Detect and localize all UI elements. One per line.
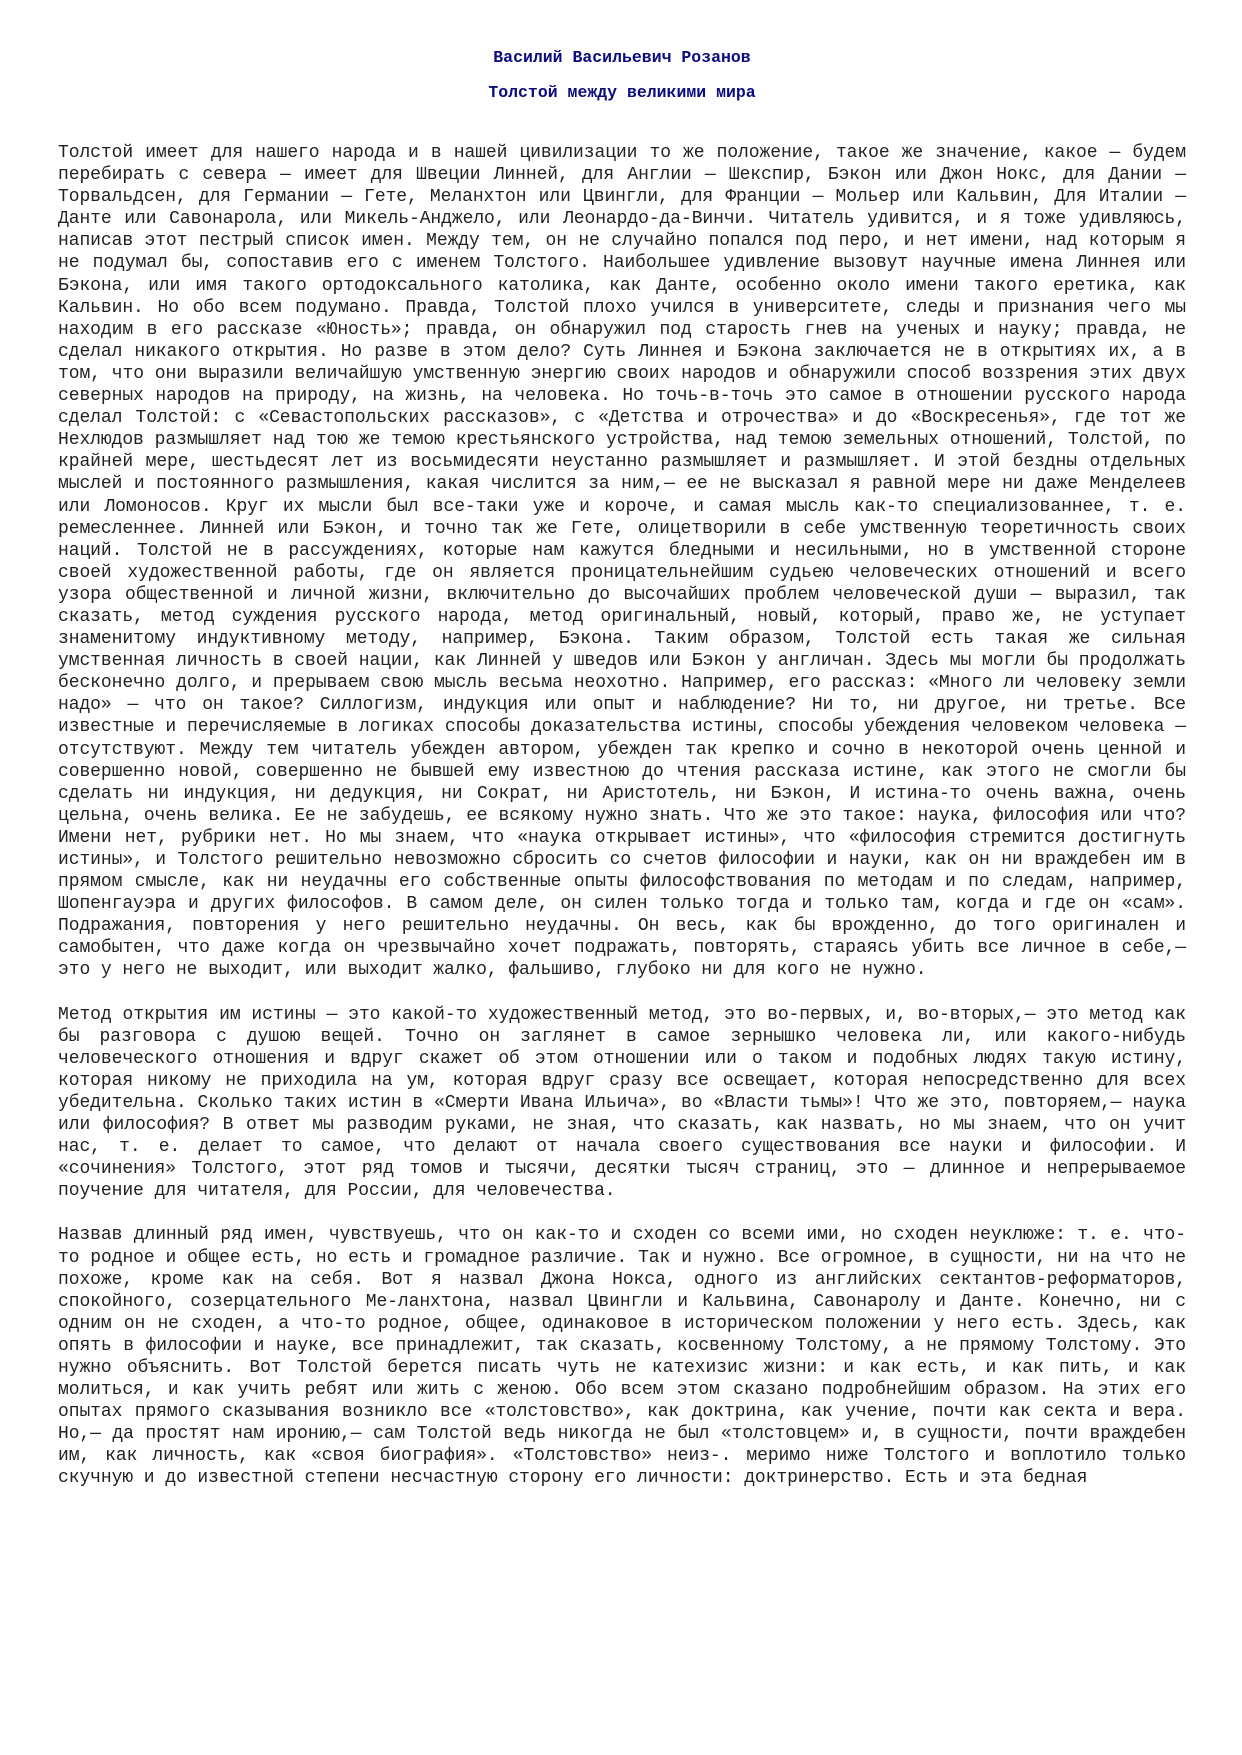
paragraph: Метод открытия им истины — это какой-то художественный метод, это во-первых, и, во-вторых,— это метод как бы разговора с душою вещей. Точно он заглянет в самое зернышко человека ли, или какого-нибудь человеческого отношения и вдруг скажет об этом отношении или о таком и подобных людях такую истину, которая никому не приходила на ум, которая вдруг сразу все освещает, которая непосредственно для всех убедительна. Сколько таких истин в «Смерти Ивана Ильича», во «Власти тьмы»! Что же это, повторяем,— наука или философия? В ответ мы разводим руками, не зная, что сказать, как назвать, но мы знаем, что он учит нас, т. е. делает то самое, что делают от начала своего существования все науки и философии. И «сочинения» Толстого, этот ряд томов и тысячи, десятки тысяч страниц, это — длинное и непрерываемое поучение для читателя, для России, для человечества. [58,1004,1186,1202]
author-heading: Василий Васильевич Розанов [493,48,751,67]
article-title: Толстой между великими мира [488,83,756,102]
document-page [58,40,1186,1512]
paragraph: Назвав длинный ряд имен, чувствуешь, что он как-то и сходен со всеми ими, но сходен неуклюже: т. е. что-то родное и общее есть, но есть и громадное различие. Так и нужно. Все огромное, в сущности, ни на что не похоже, кроме как на себя. Вот я назвал Джона Нокса, одного из английских сектантов-реформаторов, спокойного, созерцательного Ме-ланхтона, назвал Цвингли и Кальвина, Савонаролу и Данте. Конечно, ни с одним он не сходен, а что-то родное, общее, одинаковое в историческом положении у него есть. Здесь, как опять в философии и науке, все принадлежит, так сказать, косвенному Толстому, а не прямому Толстому. Это нужно объяснить. Вот Толстой берется писать чуть не катехизис жизни: и как есть, и как пить, и как молиться, и как учить ребят или жить с женою. Обо всем этом сказано подробнейшим образом. На этих его опытах прямого сказывания возникло все «толстовство», как доктрина, как учение, почти как секта и вера. Но,— да простят нам иронию,— сам Толстой ведь никогда не был «толстовцем» и, в сущности, почти враждебен им, как личность, как «своя биография». «Толстовство» неиз-. меримо ниже Толстого и воплотило только скучную и до известной степени несчастную сторону его личности: доктринерство. Есть и эта бедная [58,1225,1186,1489]
article-body [58,142,1186,1490]
paragraph: Толстой имеет для нашего народа и в нашей цивилизации то же положение, такое же значение, какое — будем перебирать с севера — имеет для Швеции Линней, для Англии — Шекспир, Бэкон или Джон Нокс, для Дании — Торвальдсен, для Германии — Гете, Меланхтон или Цвингли, для Франции — Мольер или Кальвин, Для Италии — Данте или Савонарола, или Микель-Анджело, или Леонардо-да-Винчи. Читатель удивится, и я тоже удивляюсь, написав этот пестрый список имен. Между тем, он не случайно попался под перо, и нет имени, над которым я не подумал бы, сопоставив его с именем Толстого. Наибольшее удивление вызовут научные имена Линнея или Бэкона, или имя такого ортодоксального католика, как Данте, особенно около имени такого еретика, как Кальвин. Но обо всем подумано. Правда, Толстой плохо учился в университете, следы и признания чего мы находим в его рассказе «Юность»; правда, он обнаружил под старость гнев на ученых и науку; правда, не сделал никакого открытия. Но разве в этом дело? Суть Линнея и Бэкона заключается не в открытиях их, а в том, что они выразили величайшую умственную энергию своих народов и обнаружили способ воззрения этих двух северных народов на природу, на жизнь, на человека. Но точь-в-точь это самое в отношении русского народа сделал Толстой: с «Севастопольских рассказов», с «Детства и отрочества» и до «Воскресенья», где тот же Нехлюдов размышляет над тою же темою крестьянского устройства, над темою земельных отношений, Толстой, по крайней мере, шестьдесят лет из восьмидесяти неустанно размышляет и размышляет. И этой бездны отдельных мыслей и постоянного размышления, какая числится за ним,— ее не высказал я равной мере ни даже Менделеев или Ломоносов. Круг их мысли был все-таки уже и короче, и самая мысль как-то специализованнее, т. е. ремесленнее. Линней или Бэкон, и точно так же Гете, олицетворили в себе умственную теоретичность своих наций. Толстой не в рассуждениях, которые нам кажутся бледными и несильными, но в умственной стороне своей художественной работы, где он является проницательнейшим судьею человеческих отношений и всего узора общественной и личной жизни, включительно до высочайших проблем человеческой души — выразил, так сказать, метод суждения русского народа, метод оригинальный, новый, который, право же, не уступает знаменитому индуктивному методу, например, Бэкона. Таким образом, Толстой есть такая же сильная умственная личность в своей нации, как Линней у шведов или Бэкон у англичан. Здесь мы могли бы продолжать бесконечно долго, и прерываем свою мысль весьма неохотно. Например, его рассказ: «Много ли человеку земли надо» — что он такое? Силлогизм, индукция или опыт и наблюдение? Ни то, ни другое, ни третье. Все известные и перечисляемые в логиках способы доказательства истины, способы убеждения человеком человека — отсутствуют. Между тем читатель убежден автором, убежден так крепко и сочно в некоторой очень ценной и совершенно новой, совершенно не бывшей ему известною до чтения рассказа истине, как этого не смогли бы сделать ни индукция, ни дедукция, ни Сократ, ни Аристотель, ни Бэкон, И истина-то очень важна, очень цельна, очень велика. Ее не забудешь, ее всякому нужно знать. Что же это такое: наука, философия или что? Имени нет, рубрики нет. Но мы знаем, что «наука открывает истины», что «философия стремится достигнуть истины», и Толстого решительно невозможно сбросить со счетов философии и науки, как он ни враждебен им в прямом смысле, как ни неудачны его собственные опыты философствования по методам и по следам, например, Шопенгауэра и других философов. В самом деле, он силен только тогда и только там, когда и где он «сам». Подражания, повторения у него решительно неудачны. Он весь, как бы врожденно, до того оригинален и самобытен, что даже когда он чрезвычайно хочет подражать, повторять, стараясь убить все личное в себе,— это у него не выходит, или выходит жалко, фальшиво, глубоко ни для кого не нужно. [58,143,1186,981]
